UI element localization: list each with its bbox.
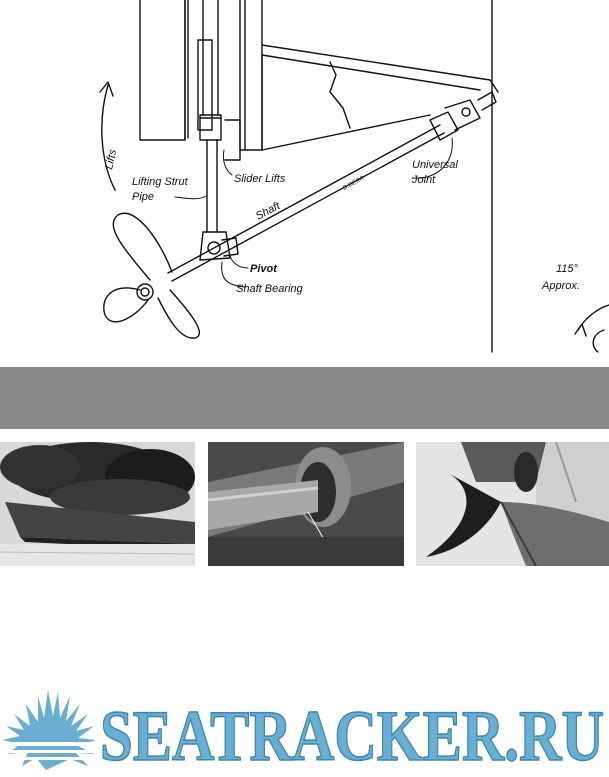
label-lifts: Lifts bbox=[103, 148, 120, 171]
propeller-lifting-strut-diagram bbox=[0, 0, 609, 360]
propeller bbox=[104, 213, 200, 338]
label-pipe: Pipe bbox=[132, 191, 155, 203]
label-lifting-strut: Lifting Strut bbox=[132, 176, 188, 188]
gray-band bbox=[0, 367, 609, 429]
angle-arc bbox=[575, 305, 609, 352]
photo-shaft-bearing-closeup bbox=[208, 442, 404, 566]
label-shaft-bearing: Shaft Bearing bbox=[236, 283, 303, 295]
label-angle-approx: Approx. bbox=[542, 280, 580, 292]
label-slider-lifts: Slider Lifts bbox=[234, 173, 286, 185]
lifts-arrow bbox=[100, 82, 115, 190]
watermark-text bbox=[96, 690, 608, 772]
sun-burst-icon bbox=[0, 690, 96, 770]
transom-panel bbox=[140, 0, 262, 160]
label-shaft: Shaft bbox=[253, 199, 283, 223]
watermark-label: SEATRACKER.RU bbox=[100, 696, 604, 772]
label-signature: D.GERR bbox=[342, 175, 366, 192]
label-pivot: Pivot bbox=[250, 263, 277, 275]
hull-plane bbox=[262, 45, 498, 150]
label-angle-value: 115° bbox=[556, 263, 578, 275]
label-universal: Universal bbox=[412, 159, 458, 171]
photo-propeller-rudder bbox=[416, 442, 609, 566]
photo-burning-ship bbox=[0, 442, 195, 566]
label-joint: Joint bbox=[412, 174, 436, 186]
